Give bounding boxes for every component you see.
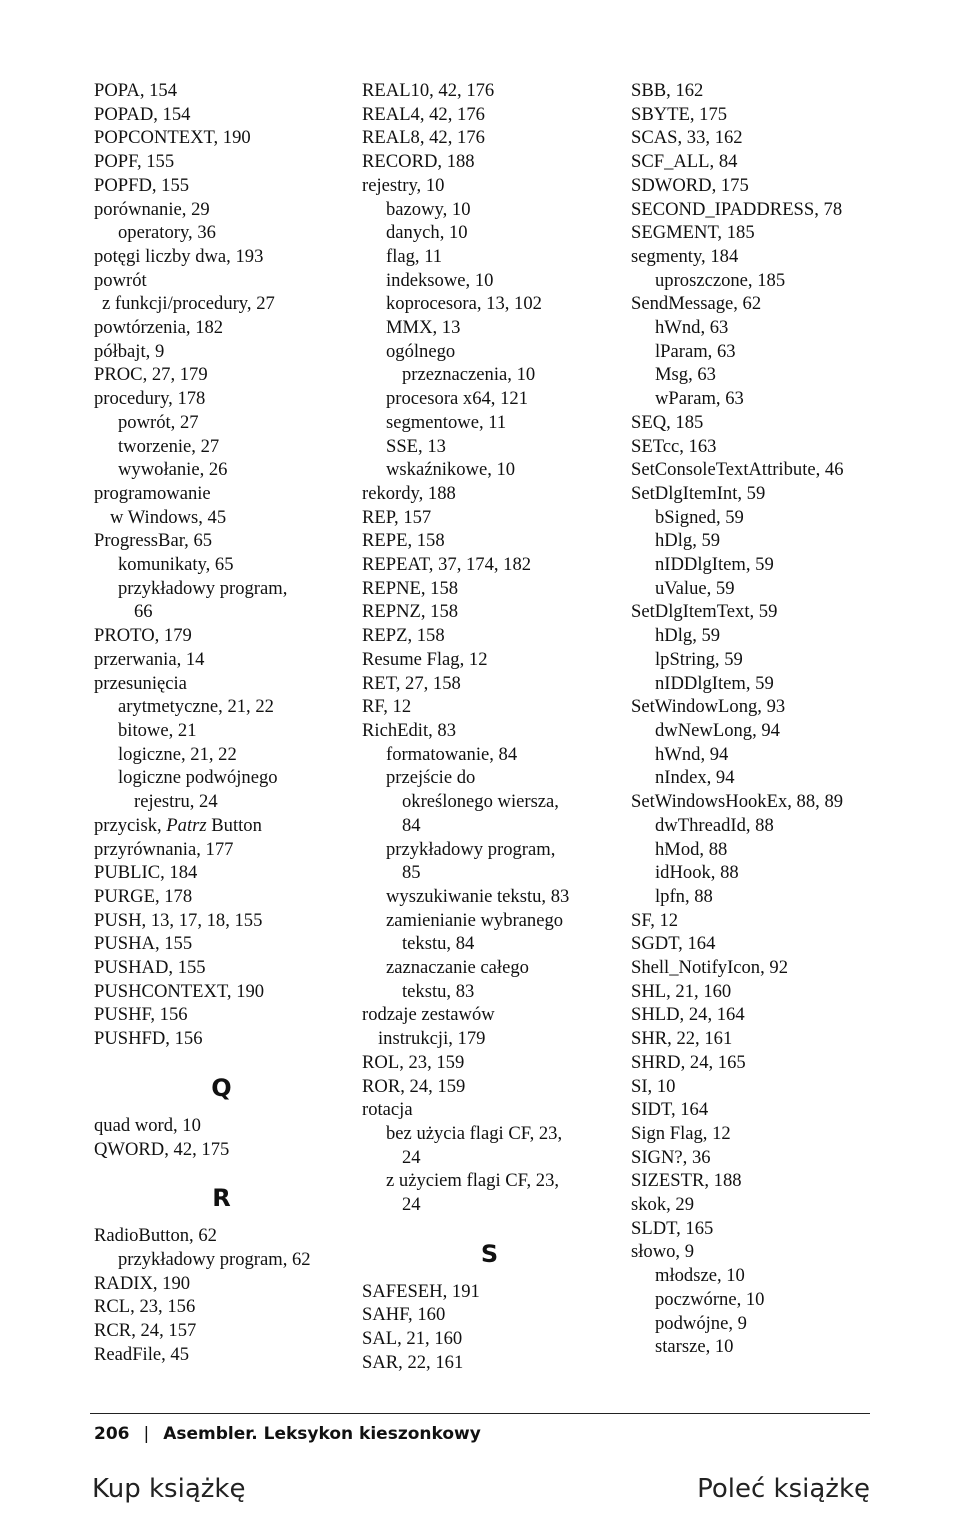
index-subentry: bazowy, 10 (386, 198, 471, 220)
index-entry: programowanie (94, 482, 211, 504)
index-entry: SBYTE, 175 (631, 103, 728, 125)
index-subentry: hDlg, 59 (655, 530, 721, 552)
index-entry: SIGN?, 36 (631, 1146, 711, 1168)
index-subentry: bitowe, 21 (118, 719, 197, 741)
index-entry: PUSHA, 155 (94, 933, 193, 955)
index-entry: PROC, 27, 179 (94, 364, 208, 386)
index-subentry: koprocesora, 13, 102 (386, 293, 542, 315)
index-subentry: nIndex, 94 (655, 767, 735, 789)
index-entry: REPE, 158 (362, 530, 445, 552)
index-entry: SBB, 162 (631, 80, 704, 101)
index-subentry: 24 (402, 1146, 421, 1168)
index-subentry: wyszukiwanie tekstu, 83 (386, 885, 570, 907)
index-entry: SHR, 22, 161 (631, 1028, 733, 1050)
index-entry: PUSHFD, 156 (94, 1028, 203, 1050)
index-entry: SIZESTR, 188 (631, 1170, 742, 1192)
index-entry: POPCONTEXT, 190 (94, 127, 251, 149)
index-entry: PROTO, 179 (94, 625, 192, 647)
index-entry: SAL, 21, 160 (362, 1328, 463, 1350)
index-entry: REPZ, 158 (362, 625, 445, 647)
index-subentry: nIDDlgItem, 59 (655, 672, 774, 694)
footer-divider (90, 1413, 870, 1414)
index-entry: REPNE, 158 (362, 577, 459, 599)
buy-book-link[interactable]: Kup książkę (92, 1474, 246, 1504)
index-entry: procedury, 178 (94, 388, 206, 410)
index-subentry: wskaźnikowe, 10 (386, 459, 516, 481)
index-subentry: lParam, 63 (655, 340, 736, 362)
index-entry: rejestry, 10 (362, 174, 445, 196)
index-entry: RCL, 23, 156 (94, 1296, 196, 1318)
index-entry: ProgressBar, 65 (94, 530, 213, 552)
index-subentry: komunikaty, 65 (118, 554, 234, 576)
index-subentry: idHook, 88 (655, 862, 739, 884)
index-subentry: ogólnego (386, 340, 456, 362)
index-entry: SHL, 21, 160 (631, 980, 732, 1002)
index-entry: PUSHCONTEXT, 190 (94, 980, 265, 1002)
index-entry: SI, 10 (631, 1075, 676, 1097)
index-subentry: poczwórne, 10 (655, 1288, 765, 1310)
index-subentry: bez użycia flagi CF, 23, (386, 1122, 563, 1144)
index-entry: SLDT, 165 (631, 1217, 714, 1239)
index-subentry: młodsze, 10 (655, 1265, 745, 1287)
entry-text: przycisk, (94, 814, 167, 836)
index-entry: SF, 12 (631, 909, 679, 931)
index-entry: z funkcji/procedury, 27 (102, 293, 275, 315)
index-entry: RadioButton, 62 (94, 1225, 217, 1247)
index-entry: POPAD, 154 (94, 103, 191, 125)
index-entry: SCAS, 33, 162 (631, 127, 743, 149)
index-entry: ReadFile, 45 (94, 1343, 190, 1365)
index-entry: SIDT, 164 (631, 1099, 709, 1121)
index-subentry: 24 (402, 1194, 421, 1216)
index-entry: RCR, 24, 157 (94, 1320, 197, 1342)
index-entry: RADIX, 190 (94, 1272, 191, 1294)
index-entry: przyrównania, 177 (94, 838, 234, 860)
index-entry: SEQ, 185 (631, 411, 704, 433)
index-entry: porównanie, 29 (94, 198, 210, 220)
index-entry: REPNZ, 158 (362, 601, 459, 623)
index-entry: powrót (94, 269, 147, 291)
index-entry: POPFD, 155 (94, 174, 190, 196)
index-entry: słowo, 9 (631, 1241, 695, 1263)
index-column-2 (362, 79, 617, 1375)
recommend-book-link[interactable]: Poleć książkę (697, 1474, 870, 1504)
index-entry: SAFESEH, 191 (362, 1280, 480, 1302)
index-subentry: nIDDlgItem, 59 (655, 554, 774, 576)
index-subentry: zamienianie wybranego (386, 909, 564, 931)
index-entry: REPEAT, 37, 174, 182 (362, 554, 532, 576)
index-subentry: formatowanie, 84 (386, 743, 518, 765)
index-subentry: hDlg, 59 (655, 625, 721, 647)
index-entry: SETcc, 163 (631, 435, 717, 457)
index-subentry: bSigned, 59 (655, 506, 744, 528)
index-entry: quad word, 10 (94, 1114, 201, 1136)
index-subentry: 66 (134, 601, 153, 623)
index-entry: REAL10, 42, 176 (362, 80, 495, 101)
section-letter: R (212, 1184, 231, 1213)
see-also-text: Patrz (166, 814, 207, 836)
index-subentry: wParam, 63 (655, 388, 744, 410)
index-subentry: dwNewLong, 94 (655, 719, 780, 741)
index-subentry: Msg, 63 (655, 364, 716, 386)
index-entry: QWORD, 42, 175 (94, 1138, 230, 1160)
index-entry: PUBLIC, 184 (94, 862, 198, 884)
index-subentry: przeznaczenia, 10 (402, 364, 536, 386)
index-subentry: przykładowy program, (118, 577, 288, 599)
index-subentry: MMX, 13 (386, 317, 461, 339)
index-subentry: tekstu, 83 (402, 980, 475, 1002)
index-column-3 (631, 79, 921, 1359)
index-subentry: powrót, 27 (118, 411, 199, 433)
index-entry: POPF, 155 (94, 151, 175, 173)
index-subentry: hMod, 88 (655, 838, 728, 860)
index-subentry: wywołanie, 26 (118, 459, 228, 481)
index-entry: SetWindowLong, 93 (631, 696, 786, 718)
index-subentry: lpfn, 88 (655, 885, 713, 907)
index-subentry: uValue, 59 (655, 577, 735, 599)
book-title: Asembler. Leksykon kieszonkowy (163, 1424, 481, 1444)
index-subentry: określonego wiersza, (402, 791, 559, 813)
index-entry: instrukcji, 179 (378, 1028, 486, 1050)
index-subentry: procesora x64, 121 (386, 388, 528, 410)
index-entry: w Windows, 45 (110, 506, 227, 528)
index-subentry: logiczne podwójnego (118, 767, 278, 789)
index-entry: rodzaje zestawów (362, 1004, 495, 1026)
index-entry: SECOND_IPADDRESS, 78 (631, 198, 843, 220)
index-subentry: hWnd, 94 (655, 743, 729, 765)
section-letter: Q (211, 1073, 232, 1102)
index-entry: SHRD, 24, 165 (631, 1051, 746, 1073)
index-subentry: hWnd, 63 (655, 317, 729, 339)
page-footer (94, 1424, 481, 1444)
index-entry: PUSH, 13, 17, 18, 155 (94, 909, 263, 931)
index-entry: SetWindowsHookEx, 88, 89 (631, 791, 844, 813)
index-subentry: flag, 11 (386, 245, 443, 267)
index-entry: SAHF, 160 (362, 1304, 446, 1326)
index-entry: REP, 157 (362, 506, 432, 528)
index-subentry: dwThreadId, 88 (655, 814, 774, 836)
index-subentry: podwójne, 9 (655, 1312, 747, 1334)
index-entry: rotacja (362, 1099, 413, 1121)
index-subentry: przykładowy program, 62 (118, 1248, 311, 1270)
index-entry: rekordy, 188 (362, 482, 456, 504)
index-entry: przerwania, 14 (94, 648, 205, 670)
index-entry: REAL8, 42, 176 (362, 127, 485, 149)
index-entry (94, 814, 349, 838)
index-subentry: rejestru, 24 (134, 791, 218, 813)
index-entry: skok, 29 (631, 1194, 695, 1216)
index-subentry: starsze, 10 (655, 1336, 734, 1358)
index-subentry: segmentowe, 11 (386, 411, 507, 433)
index-entry: PURGE, 178 (94, 885, 193, 907)
index-subentry: operatory, 36 (118, 222, 216, 244)
index-subentry: SSE, 13 (386, 435, 446, 457)
index-entry: potęgi liczby dwa, 193 (94, 245, 264, 267)
index-entry: RET, 27, 158 (362, 672, 461, 694)
index-subentry: 84 (402, 814, 421, 836)
index-entry: REAL4, 42, 176 (362, 103, 485, 125)
index-entry: SetDlgItemInt, 59 (631, 482, 766, 504)
index-entry: RF, 12 (362, 696, 412, 718)
index-entry: SGDT, 164 (631, 933, 716, 955)
index-subentry: tworzenie, 27 (118, 435, 220, 457)
index-entry: POPA, 154 (94, 80, 178, 101)
index-subentry: lpString, 59 (655, 648, 743, 670)
index-entry: RECORD, 188 (362, 151, 475, 173)
index-entry: Resume Flag, 12 (362, 648, 488, 670)
index-entry: segmenty, 184 (631, 245, 739, 267)
index-subentry: zaznaczanie całego (386, 957, 529, 979)
index-entry: półbajt, 9 (94, 340, 165, 362)
index-entry: SendMessage, 62 (631, 293, 762, 315)
index-entry: SAR, 22, 161 (362, 1351, 464, 1373)
index-subentry: przejście do (386, 767, 476, 789)
index-entry: SDWORD, 175 (631, 174, 749, 196)
index-entry: powtórzenia, 182 (94, 317, 224, 339)
index-entry: SEGMENT, 185 (631, 222, 755, 244)
index-subentry: z użyciem flagi CF, 23, (386, 1170, 560, 1192)
index-subentry: danych, 10 (386, 222, 468, 244)
index-entry: SHLD, 24, 164 (631, 1004, 745, 1026)
index-subentry: 85 (402, 862, 421, 884)
page-number: 206 (94, 1424, 130, 1444)
index-entry: SCF_ALL, 84 (631, 151, 738, 173)
section-letter: S (480, 1239, 499, 1268)
see-also-target: Button (206, 814, 262, 836)
index-subentry: uproszczone, 185 (655, 269, 786, 291)
index-subentry: arytmetyczne, 21, 22 (118, 696, 274, 718)
footer-separator: | (143, 1424, 150, 1444)
index-subentry: logiczne, 21, 22 (118, 743, 237, 765)
index-subentry: indeksowe, 10 (386, 269, 494, 291)
index-entry: Shell_NotifyIcon, 92 (631, 957, 788, 979)
index-column-1 (94, 79, 349, 1366)
index-entry: Sign Flag, 12 (631, 1122, 731, 1144)
index-entry: PUSHF, 156 (94, 1004, 188, 1026)
index-subentry: tekstu, 84 (402, 933, 475, 955)
index-entry: ROL, 23, 159 (362, 1051, 465, 1073)
index-entry: RichEdit, 83 (362, 719, 456, 741)
index-entry: SetConsoleTextAttribute, 46 (631, 459, 844, 481)
index-subentry: przykładowy program, (386, 838, 556, 860)
index-entry: przesunięcia (94, 672, 187, 694)
index-entry: PUSHAD, 155 (94, 957, 206, 979)
index-entry: SetDlgItemText, 59 (631, 601, 778, 623)
index-entry: ROR, 24, 159 (362, 1075, 466, 1097)
